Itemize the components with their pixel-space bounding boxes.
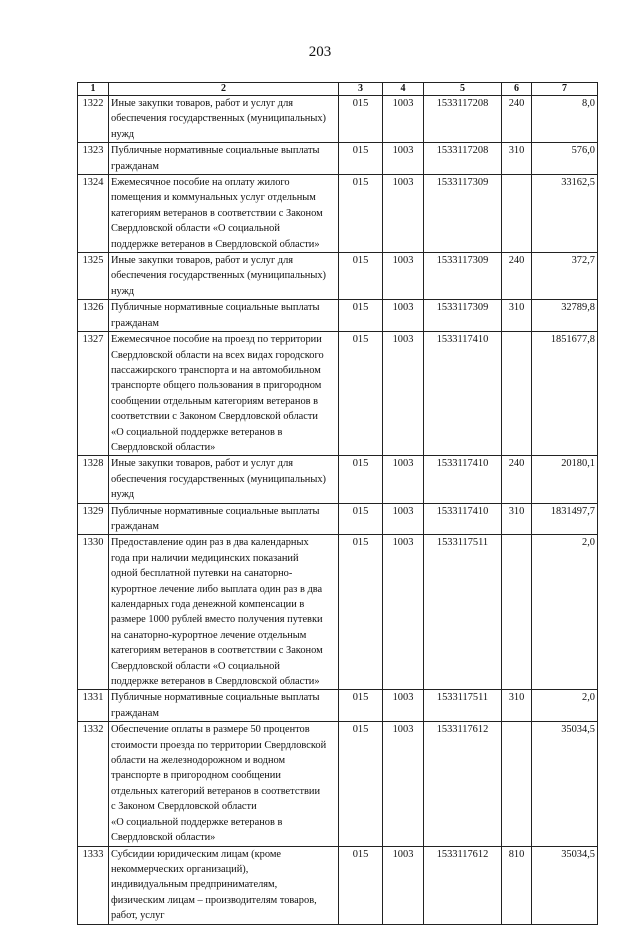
description-line: поддержке ветеранов в Свердловской области» (111, 238, 320, 250)
section-code: 1003 (383, 722, 424, 846)
expense-type-code: 240 (502, 456, 532, 503)
table-row (78, 722, 598, 846)
row-number: 1323 (78, 143, 109, 175)
ministry-code: 015 (339, 690, 383, 722)
amount: 32789,8 (532, 300, 598, 332)
ministry-code: 015 (339, 175, 383, 253)
row-description (109, 300, 339, 332)
table-row (78, 175, 598, 253)
ministry-code: 015 (339, 143, 383, 175)
row-description (109, 535, 339, 690)
expense-type-code: 310 (502, 690, 532, 722)
column-header: 6 (502, 83, 532, 96)
description-line: «О социальной поддержке ветеранов в (111, 816, 283, 828)
target-article-code: 1533117208 (424, 96, 502, 143)
description-line: на санаторно-курортное лечение отдельным (111, 629, 307, 641)
row-number: 1332 (78, 722, 109, 846)
target-article-code: 1533117410 (424, 456, 502, 503)
column-header: 2 (109, 83, 339, 96)
row-description (109, 846, 339, 924)
expense-type-code: 240 (502, 96, 532, 143)
description-line: транспорте в пригородном сообщении (111, 770, 281, 782)
amount: 33162,5 (532, 175, 598, 253)
expense-type-code: 240 (502, 253, 532, 300)
expense-type-code: 310 (502, 143, 532, 175)
description-line: календарных года денежной компенсации в (111, 599, 305, 610)
row-description (109, 690, 339, 722)
row-number: 1331 (78, 690, 109, 722)
target-article-code: 1533117612 (424, 846, 502, 924)
description-line: Публичные нормативные социальные выплаты (111, 302, 320, 314)
target-article-code: 1533117410 (424, 503, 502, 535)
amount: 35034,5 (532, 722, 598, 846)
description-line: Иные закупки товаров, работ и услуг для (111, 98, 294, 109)
description-line: гражданам (111, 520, 159, 532)
section-code: 1003 (383, 690, 424, 722)
table-row (78, 253, 598, 300)
row-number: 1322 (78, 96, 109, 143)
row-number: 1329 (78, 503, 109, 535)
section-code: 1003 (383, 143, 424, 175)
table-body (78, 96, 598, 925)
description-line: гражданам (111, 707, 159, 719)
expense-type-code (502, 175, 532, 253)
row-description (109, 253, 339, 300)
page-number: 203 (308, 44, 332, 60)
table-row (78, 690, 598, 722)
table-row (78, 300, 598, 332)
description-line: с Законом Свердловской области (111, 801, 257, 813)
description-line: Предоставление один раз в два календарных (111, 537, 309, 549)
ministry-code: 015 (339, 535, 383, 690)
description-line: Субсидии юридическим лицам (кроме (111, 848, 282, 860)
description-line: сообщении отдельным категориям ветеранов в (111, 395, 319, 407)
row-description (109, 722, 339, 846)
description-line: обеспечения государственных (муниципальных) (111, 473, 327, 485)
description-line: поддержке ветеранов в Свердловской области» (111, 676, 320, 688)
row-number: 1326 (78, 300, 109, 332)
row-description (109, 332, 339, 456)
description-line: категориям ветеранов в соответствии с Законом (111, 207, 323, 219)
row-description (109, 175, 339, 253)
description-line: гражданам (111, 317, 159, 329)
description-line: размере 1000 рублей вместо получения путевки (111, 614, 323, 626)
ministry-code: 015 (339, 722, 383, 846)
description-line: стоимости проезда по территории Свердловской (111, 739, 327, 751)
description-line: Свердловской области «О социальной (111, 660, 280, 672)
row-number: 1333 (78, 846, 109, 924)
column-header: 5 (424, 83, 502, 96)
ministry-code: 015 (339, 332, 383, 456)
description-line: нужд (111, 128, 135, 140)
description-line: года при наличии медицинских показаний (111, 552, 299, 564)
row-number: 1324 (78, 175, 109, 253)
description-line: одной бесплатной путевки на санаторно- (111, 568, 293, 580)
description-line: некоммерческих организаций), (111, 863, 249, 875)
description-line: гражданам (111, 160, 159, 172)
column-header: 4 (383, 83, 424, 96)
row-description (109, 96, 339, 143)
description-line: обеспечения государственных (муниципальных) (111, 270, 327, 282)
row-number: 1328 (78, 456, 109, 503)
target-article-code: 1533117309 (424, 253, 502, 300)
table-row (78, 143, 598, 175)
table-row (78, 456, 598, 503)
section-code: 1003 (383, 456, 424, 503)
section-code: 1003 (383, 300, 424, 332)
target-article-code: 1533117511 (424, 535, 502, 690)
ministry-code: 015 (339, 503, 383, 535)
target-article-code: 1533117612 (424, 722, 502, 846)
target-article-code: 1533117410 (424, 332, 502, 456)
description-line: Иные закупки товаров, работ и услуг для (111, 458, 294, 470)
target-article-code: 1533117309 (424, 300, 502, 332)
table-header-row (78, 83, 598, 96)
table-row (78, 332, 598, 456)
description-line: индивидуальным предпринимателям, (111, 879, 278, 891)
ministry-code: 015 (339, 96, 383, 143)
amount: 1831497,7 (532, 503, 598, 535)
expense-type-code: 310 (502, 503, 532, 535)
description-line: транспорте общего пользования в пригородном (111, 380, 322, 392)
amount: 2,0 (532, 690, 598, 722)
ministry-code: 015 (339, 456, 383, 503)
section-code: 1003 (383, 535, 424, 690)
description-line: отдельных категорий ветеранов в соответствии (111, 785, 321, 797)
row-description (109, 503, 339, 535)
description-line: Свердловской области «О социальной (111, 223, 280, 235)
description-line: Публичные нормативные социальные выплаты (111, 505, 320, 517)
description-line: обеспечения государственных (муниципальных) (111, 113, 327, 125)
description-line: Обеспечение оплаты в размере 50 процентов (111, 724, 310, 736)
section-code: 1003 (383, 175, 424, 253)
amount: 576,0 (532, 143, 598, 175)
description-line: Свердловской области» (111, 441, 216, 453)
description-line: нужд (111, 489, 135, 501)
section-code: 1003 (383, 253, 424, 300)
row-number: 1325 (78, 253, 109, 300)
description-line: Публичные нормативные социальные выплаты (111, 145, 320, 157)
column-header: 1 (78, 83, 109, 96)
description-line: Ежемесячное пособие на оплату жилого (111, 177, 290, 189)
amount: 372,7 (532, 253, 598, 300)
row-description (109, 143, 339, 175)
section-code: 1003 (383, 96, 424, 143)
description-line: «О социальной поддержке ветеранов в (111, 426, 283, 438)
amount: 1851677,8 (532, 332, 598, 456)
description-line: соответствии с Законом Свердловской области (111, 411, 318, 423)
description-line: Свердловской области» (111, 832, 216, 844)
ministry-code: 015 (339, 300, 383, 332)
table-row (78, 96, 598, 143)
expense-type-code: 310 (502, 300, 532, 332)
description-line: физическим лицам – производителям товаров, (111, 894, 317, 906)
description-line: Свердловской области на всех видах городского (111, 349, 324, 361)
expense-type-code (502, 332, 532, 456)
section-code: 1003 (383, 332, 424, 456)
amount: 35034,5 (532, 846, 598, 924)
section-code: 1003 (383, 846, 424, 924)
target-article-code: 1533117309 (424, 175, 502, 253)
description-line: Ежемесячное пособие на проезд по территории (111, 334, 322, 346)
row-description (109, 456, 339, 503)
expense-type-code (502, 535, 532, 690)
target-article-code: 1533117208 (424, 143, 502, 175)
description-line: Публичные нормативные социальные выплаты (111, 692, 320, 704)
description-line: курортное лечение либо выплата один раз в два (111, 583, 323, 595)
section-code: 1003 (383, 503, 424, 535)
column-header: 3 (339, 83, 383, 96)
description-line: Иные закупки товаров, работ и услуг для (111, 255, 294, 267)
row-number: 1330 (78, 535, 109, 690)
description-line: помещения и коммунальных услуг отдельным (111, 192, 316, 204)
description-line: работ, услуг (111, 910, 165, 922)
column-header: 7 (532, 83, 598, 96)
description-line: нужд (111, 285, 135, 297)
description-line: пассажирского транспорта и на автомобильном (111, 364, 321, 376)
amount: 20180,1 (532, 456, 598, 503)
expense-type-code (502, 722, 532, 846)
table-row (78, 535, 598, 690)
amount: 2,0 (532, 535, 598, 690)
table-row (78, 846, 598, 924)
description-line: категориям ветеранов в соответствии с Законом (111, 645, 323, 657)
amount: 8,0 (532, 96, 598, 143)
ministry-code: 015 (339, 253, 383, 300)
table-row (78, 503, 598, 535)
ministry-code: 015 (339, 846, 383, 924)
expense-type-code: 810 (502, 846, 532, 924)
row-number: 1327 (78, 332, 109, 456)
target-article-code: 1533117511 (424, 690, 502, 722)
description-line: области на железнодорожном и водном (111, 755, 286, 767)
budget-table (77, 82, 598, 925)
